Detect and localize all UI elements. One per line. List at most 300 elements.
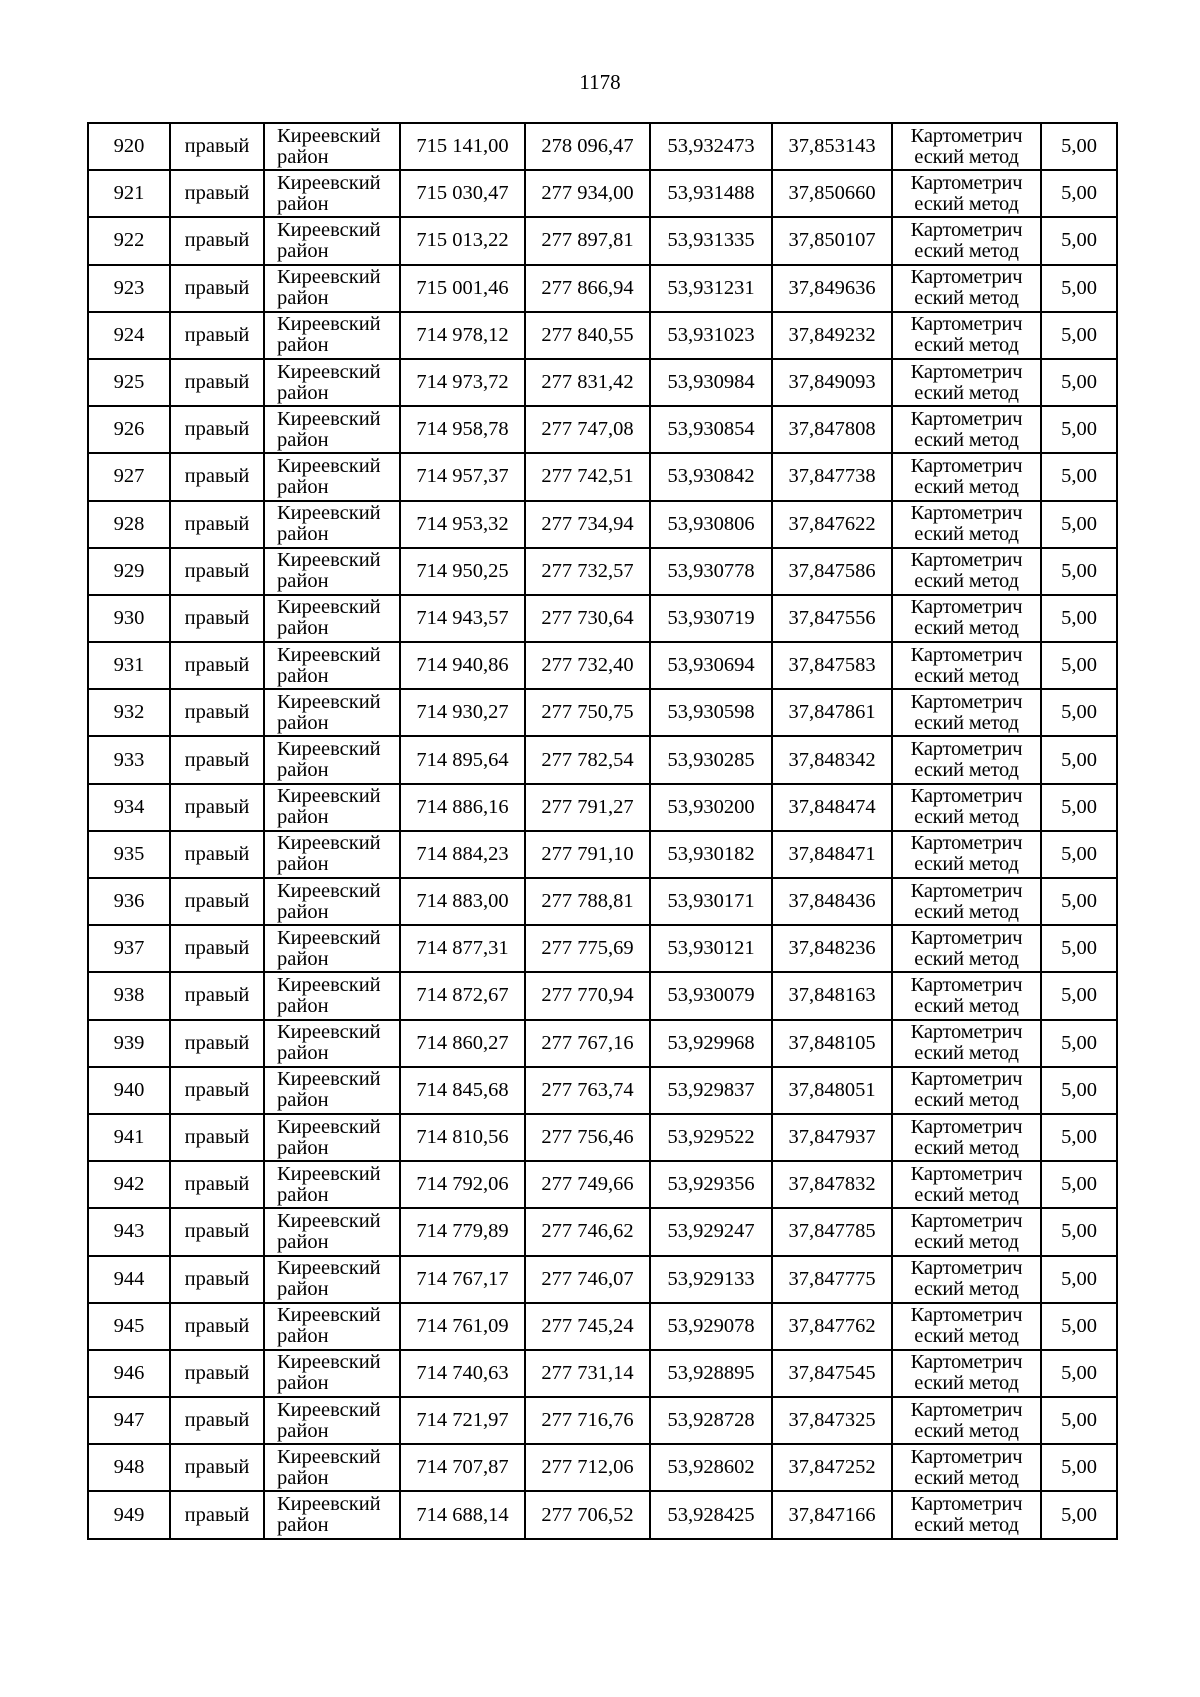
district-cell: Киреевский район [264,312,400,359]
accuracy-cell: 5,00 [1041,265,1117,312]
district-cell: Киреевский район [264,1067,400,1114]
longitude-cell: 37,847586 [772,548,892,595]
latitude-cell: 53,929522 [650,1114,772,1161]
longitude-cell: 37,847622 [772,501,892,548]
x-coordinate-cell: 714 740,63 [400,1350,525,1397]
accuracy-cell: 5,00 [1041,1114,1117,1161]
bank-side-cell: правый [170,878,264,925]
accuracy-cell: 5,00 [1041,831,1117,878]
y-coordinate-cell: 277 747,08 [525,406,650,453]
method-cell: Картометрич еский метод [892,1020,1041,1067]
latitude-cell: 53,930854 [650,406,772,453]
x-coordinate-cell: 714 721,97 [400,1397,525,1444]
x-coordinate-cell: 714 779,89 [400,1208,525,1255]
bank-side-cell: правый [170,831,264,878]
district-cell: Киреевский район [264,1020,400,1067]
latitude-cell: 53,930121 [650,925,772,972]
longitude-cell: 37,847832 [772,1161,892,1208]
district-cell: Киреевский район [264,359,400,406]
bank-side-cell: правый [170,1444,264,1491]
longitude-cell: 37,849232 [772,312,892,359]
y-coordinate-cell: 277 770,94 [525,972,650,1019]
latitude-cell: 53,928602 [650,1444,772,1491]
y-coordinate-cell: 277 746,62 [525,1208,650,1255]
district-cell: Киреевский район [264,1444,400,1491]
accuracy-cell: 5,00 [1041,312,1117,359]
y-coordinate-cell: 277 716,76 [525,1397,650,1444]
x-coordinate-cell: 714 883,00 [400,878,525,925]
latitude-cell: 53,929078 [650,1303,772,1350]
method-cell: Картометрич еский метод [892,312,1041,359]
accuracy-cell: 5,00 [1041,217,1117,264]
latitude-cell: 53,931231 [650,265,772,312]
x-coordinate-cell: 714 688,14 [400,1491,525,1538]
bank-side-cell: правый [170,972,264,1019]
point-number-cell: 946 [88,1350,170,1397]
y-coordinate-cell: 277 745,24 [525,1303,650,1350]
bank-side-cell: правый [170,1303,264,1350]
district-cell: Киреевский район [264,1397,400,1444]
longitude-cell: 37,847861 [772,689,892,736]
latitude-cell: 53,929247 [650,1208,772,1255]
table-row [88,1020,1117,1067]
district-cell: Киреевский район [264,1350,400,1397]
point-number-cell: 943 [88,1208,170,1255]
bank-side-cell: правый [170,453,264,500]
latitude-cell: 53,930984 [650,359,772,406]
accuracy-cell: 5,00 [1041,1350,1117,1397]
longitude-cell: 37,847785 [772,1208,892,1255]
table-row [88,831,1117,878]
table-row [88,453,1117,500]
district-cell: Киреевский район [264,1208,400,1255]
point-number-cell: 947 [88,1397,170,1444]
latitude-cell: 53,932473 [650,123,772,170]
longitude-cell: 37,847762 [772,1303,892,1350]
y-coordinate-cell: 277 732,40 [525,642,650,689]
district-cell: Киреевский район [264,831,400,878]
district-cell: Киреевский район [264,1303,400,1350]
method-cell: Картометрич еский метод [892,406,1041,453]
method-cell: Картометрич еский метод [892,548,1041,595]
accuracy-cell: 5,00 [1041,453,1117,500]
method-cell: Картометрич еский метод [892,1114,1041,1161]
y-coordinate-cell: 277 831,42 [525,359,650,406]
district-cell: Киреевский район [264,265,400,312]
x-coordinate-cell: 715 001,46 [400,265,525,312]
accuracy-cell: 5,00 [1041,784,1117,831]
longitude-cell: 37,848342 [772,736,892,783]
y-coordinate-cell: 277 734,94 [525,501,650,548]
method-cell: Картометрич еский метод [892,595,1041,642]
table-row [88,1208,1117,1255]
y-coordinate-cell: 277 782,54 [525,736,650,783]
accuracy-cell: 5,00 [1041,1256,1117,1303]
table-row [88,1303,1117,1350]
district-cell: Киреевский район [264,1161,400,1208]
district-cell: Киреевский район [264,548,400,595]
table-row [88,1350,1117,1397]
latitude-cell: 53,931335 [650,217,772,264]
table-row [88,595,1117,642]
longitude-cell: 37,847252 [772,1444,892,1491]
longitude-cell: 37,847166 [772,1491,892,1538]
x-coordinate-cell: 714 943,57 [400,595,525,642]
accuracy-cell: 5,00 [1041,878,1117,925]
point-number-cell: 923 [88,265,170,312]
point-number-cell: 937 [88,925,170,972]
method-cell: Картометрич еский метод [892,1491,1041,1538]
y-coordinate-cell: 277 866,94 [525,265,650,312]
method-cell: Картометрич еский метод [892,123,1041,170]
table-row [88,784,1117,831]
y-coordinate-cell: 277 791,27 [525,784,650,831]
method-cell: Картометрич еский метод [892,736,1041,783]
accuracy-cell: 5,00 [1041,1208,1117,1255]
bank-side-cell: правый [170,1114,264,1161]
accuracy-cell: 5,00 [1041,1303,1117,1350]
longitude-cell: 37,848051 [772,1067,892,1114]
point-number-cell: 927 [88,453,170,500]
bank-side-cell: правый [170,784,264,831]
accuracy-cell: 5,00 [1041,501,1117,548]
bank-side-cell: правый [170,595,264,642]
x-coordinate-cell: 715 141,00 [400,123,525,170]
bank-side-cell: правый [170,1256,264,1303]
method-cell: Картометрич еский метод [892,359,1041,406]
table-row [88,548,1117,595]
method-cell: Картометрич еский метод [892,1303,1041,1350]
table-row [88,1491,1117,1538]
district-cell: Киреевский район [264,123,400,170]
point-number-cell: 948 [88,1444,170,1491]
x-coordinate-cell: 714 792,06 [400,1161,525,1208]
method-cell: Картометрич еский метод [892,1444,1041,1491]
x-coordinate-cell: 714 845,68 [400,1067,525,1114]
method-cell: Картометрич еский метод [892,689,1041,736]
x-coordinate-cell: 714 978,12 [400,312,525,359]
latitude-cell: 53,931488 [650,170,772,217]
table-row [88,123,1117,170]
district-cell: Киреевский район [264,453,400,500]
latitude-cell: 53,930778 [650,548,772,595]
method-cell: Картометрич еский метод [892,1067,1041,1114]
bank-side-cell: правый [170,642,264,689]
point-number-cell: 939 [88,1020,170,1067]
method-cell: Картометрич еский метод [892,453,1041,500]
point-number-cell: 932 [88,689,170,736]
longitude-cell: 37,849636 [772,265,892,312]
y-coordinate-cell: 277 746,07 [525,1256,650,1303]
table-row [88,265,1117,312]
method-cell: Картометрич еский метод [892,878,1041,925]
method-cell: Картометрич еский метод [892,1350,1041,1397]
bank-side-cell: правый [170,1067,264,1114]
y-coordinate-cell: 277 840,55 [525,312,650,359]
longitude-cell: 37,847937 [772,1114,892,1161]
point-number-cell: 934 [88,784,170,831]
bank-side-cell: правый [170,1350,264,1397]
district-cell: Киреевский район [264,784,400,831]
accuracy-cell: 5,00 [1041,925,1117,972]
district-cell: Киреевский район [264,1114,400,1161]
accuracy-cell: 5,00 [1041,1067,1117,1114]
bank-side-cell: правый [170,312,264,359]
point-number-cell: 940 [88,1067,170,1114]
bank-side-cell: правый [170,1397,264,1444]
district-cell: Киреевский район [264,736,400,783]
x-coordinate-cell: 714 930,27 [400,689,525,736]
accuracy-cell: 5,00 [1041,1444,1117,1491]
longitude-cell: 37,848236 [772,925,892,972]
accuracy-cell: 5,00 [1041,548,1117,595]
latitude-cell: 53,930719 [650,595,772,642]
x-coordinate-cell: 714 810,56 [400,1114,525,1161]
table-row [88,170,1117,217]
table-row [88,689,1117,736]
longitude-cell: 37,853143 [772,123,892,170]
accuracy-cell: 5,00 [1041,595,1117,642]
longitude-cell: 37,849093 [772,359,892,406]
y-coordinate-cell: 277 763,74 [525,1067,650,1114]
latitude-cell: 53,929356 [650,1161,772,1208]
district-cell: Киреевский район [264,170,400,217]
page-number: 1178 [579,70,621,94]
table-row [88,406,1117,453]
table-row [88,736,1117,783]
y-coordinate-cell: 277 791,10 [525,831,650,878]
latitude-cell: 53,930806 [650,501,772,548]
latitude-cell: 53,931023 [650,312,772,359]
x-coordinate-cell: 715 013,22 [400,217,525,264]
method-cell: Картометрич еский метод [892,501,1041,548]
bank-side-cell: правый [170,123,264,170]
point-number-cell: 922 [88,217,170,264]
latitude-cell: 53,930598 [650,689,772,736]
latitude-cell: 53,930842 [650,453,772,500]
accuracy-cell: 5,00 [1041,406,1117,453]
bank-side-cell: правый [170,736,264,783]
point-number-cell: 930 [88,595,170,642]
longitude-cell: 37,848474 [772,784,892,831]
longitude-cell: 37,847738 [772,453,892,500]
method-cell: Картометрич еский метод [892,265,1041,312]
table-row [88,1114,1117,1161]
district-cell: Киреевский район [264,642,400,689]
bank-side-cell: правый [170,170,264,217]
point-number-cell: 945 [88,1303,170,1350]
latitude-cell: 53,930285 [650,736,772,783]
bank-side-cell: правый [170,1161,264,1208]
district-cell: Киреевский район [264,689,400,736]
latitude-cell: 53,928728 [650,1397,772,1444]
point-number-cell: 931 [88,642,170,689]
x-coordinate-cell: 714 886,16 [400,784,525,831]
method-cell: Картометрич еский метод [892,170,1041,217]
x-coordinate-cell: 714 761,09 [400,1303,525,1350]
point-number-cell: 935 [88,831,170,878]
longitude-cell: 37,847808 [772,406,892,453]
y-coordinate-cell: 277 934,00 [525,170,650,217]
method-cell: Картометрич еский метод [892,925,1041,972]
latitude-cell: 53,929968 [650,1020,772,1067]
longitude-cell: 37,848436 [772,878,892,925]
bank-side-cell: правый [170,359,264,406]
point-number-cell: 936 [88,878,170,925]
bank-side-cell: правый [170,217,264,264]
y-coordinate-cell: 277 730,64 [525,595,650,642]
x-coordinate-cell: 714 940,86 [400,642,525,689]
longitude-cell: 37,847556 [772,595,892,642]
bank-side-cell: правый [170,689,264,736]
method-cell: Картометрич еский метод [892,784,1041,831]
table-row [88,642,1117,689]
x-coordinate-cell: 714 957,37 [400,453,525,500]
table-row [88,1256,1117,1303]
point-number-cell: 921 [88,170,170,217]
x-coordinate-cell: 714 707,87 [400,1444,525,1491]
accuracy-cell: 5,00 [1041,689,1117,736]
point-number-cell: 926 [88,406,170,453]
x-coordinate-cell: 714 895,64 [400,736,525,783]
accuracy-cell: 5,00 [1041,972,1117,1019]
longitude-cell: 37,850660 [772,170,892,217]
bank-side-cell: правый [170,1208,264,1255]
bank-side-cell: правый [170,406,264,453]
x-coordinate-cell: 715 030,47 [400,170,525,217]
x-coordinate-cell: 714 973,72 [400,359,525,406]
district-cell: Киреевский район [264,406,400,453]
longitude-cell: 37,848163 [772,972,892,1019]
latitude-cell: 53,928425 [650,1491,772,1538]
district-cell: Киреевский район [264,217,400,264]
accuracy-cell: 5,00 [1041,736,1117,783]
longitude-cell: 37,847775 [772,1256,892,1303]
x-coordinate-cell: 714 950,25 [400,548,525,595]
latitude-cell: 53,930200 [650,784,772,831]
accuracy-cell: 5,00 [1041,1161,1117,1208]
table-row [88,501,1117,548]
table-row [88,878,1117,925]
y-coordinate-cell: 277 749,66 [525,1161,650,1208]
y-coordinate-cell: 277 742,51 [525,453,650,500]
y-coordinate-cell: 278 096,47 [525,123,650,170]
x-coordinate-cell: 714 767,17 [400,1256,525,1303]
point-number-cell: 942 [88,1161,170,1208]
table-row [88,1161,1117,1208]
table-row [88,1397,1117,1444]
method-cell: Картометрич еский метод [892,642,1041,689]
district-cell: Киреевский район [264,595,400,642]
latitude-cell: 53,930079 [650,972,772,1019]
y-coordinate-cell: 277 706,52 [525,1491,650,1538]
longitude-cell: 37,850107 [772,217,892,264]
method-cell: Картометрич еский метод [892,972,1041,1019]
y-coordinate-cell: 277 712,06 [525,1444,650,1491]
table-row [88,1444,1117,1491]
table-row [88,359,1117,406]
point-number-cell: 924 [88,312,170,359]
accuracy-cell: 5,00 [1041,170,1117,217]
x-coordinate-cell: 714 877,31 [400,925,525,972]
table-row [88,217,1117,264]
y-coordinate-cell: 277 731,14 [525,1350,650,1397]
point-number-cell: 941 [88,1114,170,1161]
method-cell: Картометрич еский метод [892,831,1041,878]
longitude-cell: 37,847325 [772,1397,892,1444]
accuracy-cell: 5,00 [1041,1491,1117,1538]
y-coordinate-cell: 277 767,16 [525,1020,650,1067]
point-number-cell: 949 [88,1491,170,1538]
table-row [88,972,1117,1019]
table-row [88,925,1117,972]
accuracy-cell: 5,00 [1041,123,1117,170]
accuracy-cell: 5,00 [1041,359,1117,406]
longitude-cell: 37,848105 [772,1020,892,1067]
table-row [88,1067,1117,1114]
district-cell: Киреевский район [264,972,400,1019]
method-cell: Картометрич еский метод [892,1256,1041,1303]
point-number-cell: 925 [88,359,170,406]
bank-side-cell: правый [170,548,264,595]
district-cell: Киреевский район [264,501,400,548]
point-number-cell: 928 [88,501,170,548]
method-cell: Картометрич еский метод [892,217,1041,264]
point-number-cell: 938 [88,972,170,1019]
y-coordinate-cell: 277 788,81 [525,878,650,925]
method-cell: Картометрич еский метод [892,1397,1041,1444]
district-cell: Киреевский район [264,1256,400,1303]
longitude-cell: 37,847583 [772,642,892,689]
x-coordinate-cell: 714 860,27 [400,1020,525,1067]
district-cell: Киреевский район [264,878,400,925]
latitude-cell: 53,930171 [650,878,772,925]
method-cell: Картометрич еский метод [892,1161,1041,1208]
latitude-cell: 53,930694 [650,642,772,689]
point-number-cell: 920 [88,123,170,170]
district-cell: Киреевский район [264,925,400,972]
y-coordinate-cell: 277 732,57 [525,548,650,595]
district-cell: Киреевский район [264,1491,400,1538]
accuracy-cell: 5,00 [1041,1020,1117,1067]
x-coordinate-cell: 714 953,32 [400,501,525,548]
point-number-cell: 944 [88,1256,170,1303]
longitude-cell: 37,848471 [772,831,892,878]
accuracy-cell: 5,00 [1041,642,1117,689]
bank-side-cell: правый [170,501,264,548]
longitude-cell: 37,847545 [772,1350,892,1397]
latitude-cell: 53,929133 [650,1256,772,1303]
table-row [88,312,1117,359]
point-number-cell: 933 [88,736,170,783]
accuracy-cell: 5,00 [1041,1397,1117,1444]
y-coordinate-cell: 277 750,75 [525,689,650,736]
x-coordinate-cell: 714 884,23 [400,831,525,878]
latitude-cell: 53,929837 [650,1067,772,1114]
y-coordinate-cell: 277 775,69 [525,925,650,972]
bank-side-cell: правый [170,1020,264,1067]
bank-side-cell: правый [170,925,264,972]
table-body [88,123,1117,1539]
point-number-cell: 929 [88,548,170,595]
x-coordinate-cell: 714 872,67 [400,972,525,1019]
x-coordinate-cell: 714 958,78 [400,406,525,453]
y-coordinate-cell: 277 897,81 [525,217,650,264]
coordinates-table [87,122,1118,1540]
method-cell: Картометрич еский метод [892,1208,1041,1255]
bank-side-cell: правый [170,1491,264,1538]
latitude-cell: 53,928895 [650,1350,772,1397]
